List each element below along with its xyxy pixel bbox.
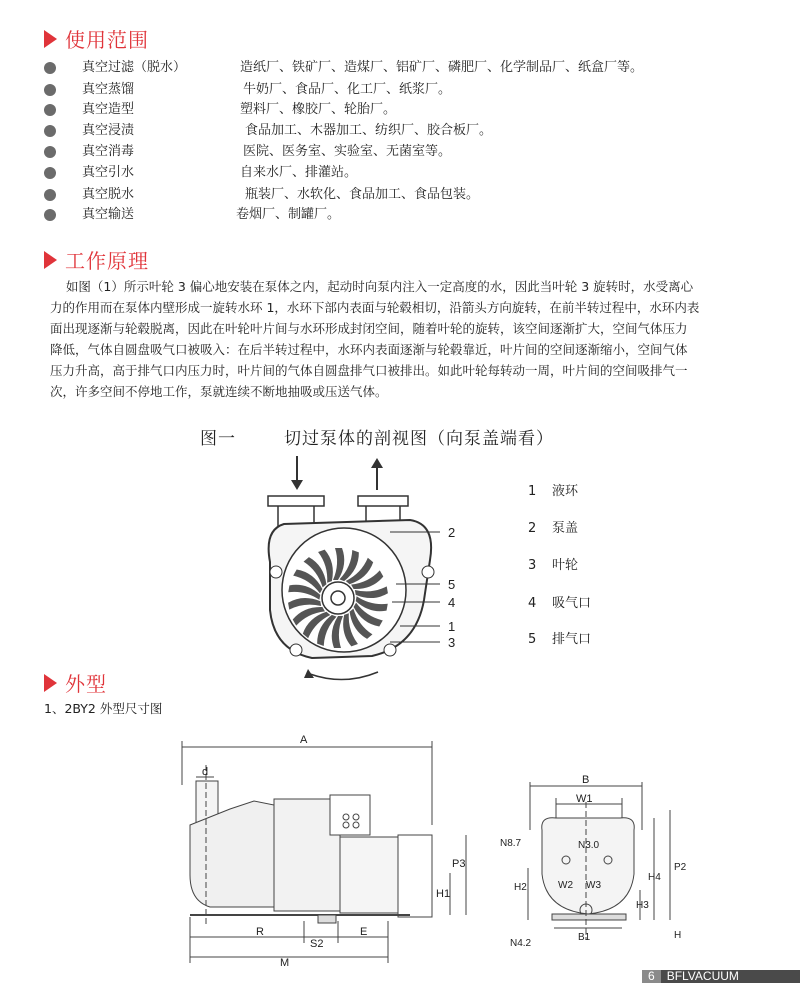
callout-3: 3: [448, 635, 456, 650]
dim-n42-label: N4.2: [510, 938, 532, 949]
triangle-bullet-icon: [44, 30, 57, 48]
section-title: 使用范围: [65, 28, 149, 52]
bullet-dot-icon: [44, 146, 56, 158]
dim-p2-label: P2: [674, 862, 687, 873]
legend-text: 吸气口: [552, 596, 592, 611]
inlet-arrow-icon: [291, 456, 303, 490]
dim-w1-label: W1: [576, 793, 593, 805]
side-elevation-drawing: [170, 725, 470, 970]
legend-number: 3: [528, 558, 537, 573]
page-footer: [642, 970, 800, 983]
dim-h4-label: H4: [648, 872, 661, 883]
triangle-bullet-icon: [44, 674, 57, 692]
callout-4: 4: [448, 595, 456, 610]
legend-number: 2: [528, 521, 537, 536]
principle-line: 面出现逐渐与轮毂脱离，因此在叶轮叶片间与水环形成封闭空间，随着叶轮的旋转，该空间逐渐扩大，空间气体压力: [50, 321, 688, 336]
legend-number: 4: [528, 596, 537, 611]
legend-text: 泵盖: [552, 521, 579, 536]
rotation-arrow-icon: [310, 672, 378, 680]
section-heading-principle: [44, 245, 149, 274]
brand-name: BFLVACUUM: [666, 969, 739, 983]
dim-e-label: E: [360, 926, 368, 938]
bullet-dot-icon: [44, 209, 56, 221]
bullet-dot-icon: [44, 62, 56, 74]
use-desc: 造纸厂、铁矿厂、造煤厂、铝矿厂、磷肥厂、化学制品厂、纸盒厂等。: [240, 60, 644, 75]
use-name: 真空脱水: [82, 187, 135, 202]
use-name: 真空造型: [82, 102, 135, 117]
principle-line: 降低，气体自圆盘吸气口被吸入：在后半转过程中，水环内表面逐渐与轮毂靠近，叶片间的空间逐渐缩小，空间气体: [50, 342, 688, 357]
figure-caption: 切过泵体的剖视图（向泵盖端看）: [284, 429, 554, 449]
dim-h1-label: H1: [436, 888, 451, 900]
dim-s2-label: S2: [310, 938, 324, 950]
dim-p3-label: P3: [452, 858, 466, 870]
outlet-arrow-icon: [371, 458, 383, 490]
outlet-flange: [358, 496, 408, 506]
legend-number: 5: [528, 632, 537, 647]
use-desc: 自来水厂、排灌站。: [240, 165, 358, 180]
use-desc: 塑料厂、橡胶厂、轮胎厂。: [240, 102, 397, 117]
bullet-dot-icon: [44, 189, 56, 201]
end-elevation-drawing: [500, 770, 700, 970]
legend-text: 叶轮: [552, 558, 579, 573]
use-name: 真空引水: [82, 165, 135, 180]
dim-b1-label: B1: [578, 932, 591, 943]
callout-2: 2: [448, 525, 456, 540]
shape-caption: 1、2BY2 外型尺寸图: [44, 701, 163, 716]
dim-b-label: B: [582, 774, 590, 786]
legend-text: 液环: [552, 484, 579, 499]
principle-line: 次，许多空间不停地工作，泵就连续不断地抽吸或压送气体。: [50, 384, 388, 399]
triangle-bullet-icon: [44, 251, 57, 269]
section-heading-scope: [44, 24, 149, 53]
section-heading-shape: [44, 668, 107, 697]
legend-item: [528, 554, 578, 573]
use-name: 真空过滤（脱水）: [82, 60, 187, 75]
use-name: 真空输送: [82, 207, 135, 222]
legend-item: [528, 517, 578, 536]
dim-h-label: H: [674, 930, 682, 941]
dim-h2-label: H2: [514, 882, 527, 893]
principle-line: 压力升高，高于排气口内压力时，叶片间的气体自圆盘排气口被排出。如此叶轮每转动一周，叶片间的空间吸排气一: [50, 363, 688, 378]
section-title: 工作原理: [65, 249, 149, 273]
legend-text: 排气口: [552, 632, 592, 647]
bullet-dot-icon: [44, 125, 56, 137]
figure-label: 图一: [200, 429, 236, 449]
dim-w3-label: W3: [586, 880, 601, 891]
dim-h3-label: H3: [636, 900, 649, 911]
dim-d-label: d: [202, 766, 209, 778]
bullet-dot-icon: [44, 167, 56, 179]
use-name: 真空蒸馏: [82, 82, 135, 97]
dim-m-label: M: [280, 957, 290, 969]
use-name: 真空浸渍: [82, 123, 135, 138]
dim-n87-label: N8.7: [500, 838, 522, 849]
inlet-flange: [268, 496, 324, 506]
legend-item: [528, 480, 578, 499]
dim-n30-label: N3.0: [578, 840, 600, 851]
use-name: 真空消毒: [82, 144, 135, 159]
use-desc: 牛奶厂、食品厂、化工厂、纸浆厂。: [243, 82, 452, 97]
dim-a-label: A: [300, 734, 308, 746]
callout-5: 5: [448, 577, 456, 592]
legend-item: [528, 592, 591, 611]
page-number: 6: [642, 970, 661, 983]
use-desc: 医院、医务室、实验室、无菌室等。: [243, 144, 452, 159]
principle-line: 力的作用而在泵体内壁形成一旋转水环 1，水环下部内表面与轮毂相切，沿箭头方向旋转，在前半转过程中，水环内表: [50, 300, 700, 315]
dim-w2-label: W2: [558, 880, 573, 891]
section-title: 外型: [65, 672, 107, 696]
use-desc: 食品加工、木器加工、纺织厂、胶合板厂。: [245, 123, 493, 138]
callout-1: 1: [448, 619, 456, 634]
legend-item: [528, 628, 591, 647]
legend-number: 1: [528, 484, 537, 499]
use-desc: 瓶装厂、水软化、食品加工、食品包装。: [245, 187, 480, 202]
use-desc: 卷烟厂、制罐厂。: [236, 207, 341, 222]
dim-r-label: R: [256, 926, 264, 938]
bullet-dot-icon: [44, 104, 56, 116]
bullet-dot-icon: [44, 84, 56, 96]
principle-line: 如图（1）所示叶轮 3 偏心地安装在泵体之内，起动时向泵内注入一定高度的水，因此当叶轮 3 旋转时，水受离心: [50, 279, 694, 294]
pump-cross-section-diagram: [240, 450, 480, 690]
